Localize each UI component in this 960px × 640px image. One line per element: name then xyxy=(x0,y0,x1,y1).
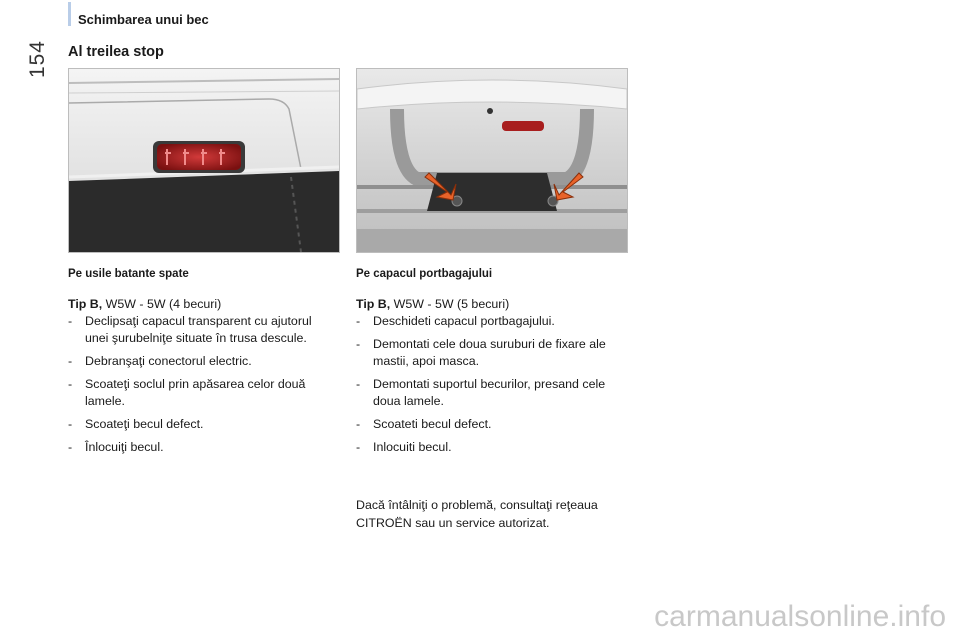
list-item: - Debranşaţi conectorul electric. xyxy=(68,354,252,368)
bulb-type-label: Tip B, xyxy=(356,297,391,311)
brake-light-lens xyxy=(157,144,241,170)
list-item: - Demontati suportul becurilor, presand cele doua lamele. xyxy=(356,377,606,408)
rear-doors-illustration-svg xyxy=(69,69,339,252)
header-title: Schimbarea unui bec xyxy=(78,12,209,27)
list-item: - Înlocuiţi becul. xyxy=(68,440,164,454)
list-item: - Scoateţi soclul prin apăsarea celor două lamele. xyxy=(68,377,306,408)
tailgate-brake-light xyxy=(502,121,544,131)
tailgate-camera xyxy=(487,108,493,114)
tailgate-illustration-svg xyxy=(357,69,627,252)
tailgate-brake-light-illustration xyxy=(356,68,628,253)
list-item: - Inlocuiti becul. xyxy=(356,440,452,454)
rear-doors-bulb-spec xyxy=(68,296,338,313)
window-glass xyxy=(69,171,339,252)
page-number: 154 xyxy=(26,40,49,79)
list-item: - Declipsaţi capacul transparent cu ajutorul unei şurubelniţe situate în trusa descule. xyxy=(68,314,312,345)
tailgate-instructions xyxy=(356,266,626,462)
list-item: - Deschideti capacul portbagajului. xyxy=(356,314,555,328)
bulb-type-label: Tip B, xyxy=(68,297,103,311)
rear-doors-instructions xyxy=(68,266,338,462)
section-title: Al treilea stop xyxy=(68,44,164,60)
rear-doors-subhead: Pe usile batante spate xyxy=(68,268,189,280)
service-note: Dacă întâlniţi o problemă, consultaţi reţeaua CITROËN sau un service autorizat. xyxy=(356,498,598,530)
watermark: carmanualsonline.info xyxy=(654,600,946,633)
list-item: - Scoateţi becul defect. xyxy=(68,417,204,431)
bulb-spec-value: W5W - 5W (4 becuri) xyxy=(102,297,222,311)
list-item: - Scoateti becul defect. xyxy=(356,417,492,431)
tailgate-lower-panel xyxy=(357,229,627,252)
rear-doors-brake-light-illustration xyxy=(68,68,340,253)
tailgate-bulb-spec xyxy=(356,296,626,313)
tailgate-subhead: Pe capacul portbagajului xyxy=(356,268,493,280)
bulb-spec-value: W5W - 5W (5 becuri) xyxy=(390,297,510,311)
header-accent-bar xyxy=(68,2,71,26)
list-item: - Demontati cele doua suruburi de fixare ale mastii, apoi masca. xyxy=(356,337,606,368)
